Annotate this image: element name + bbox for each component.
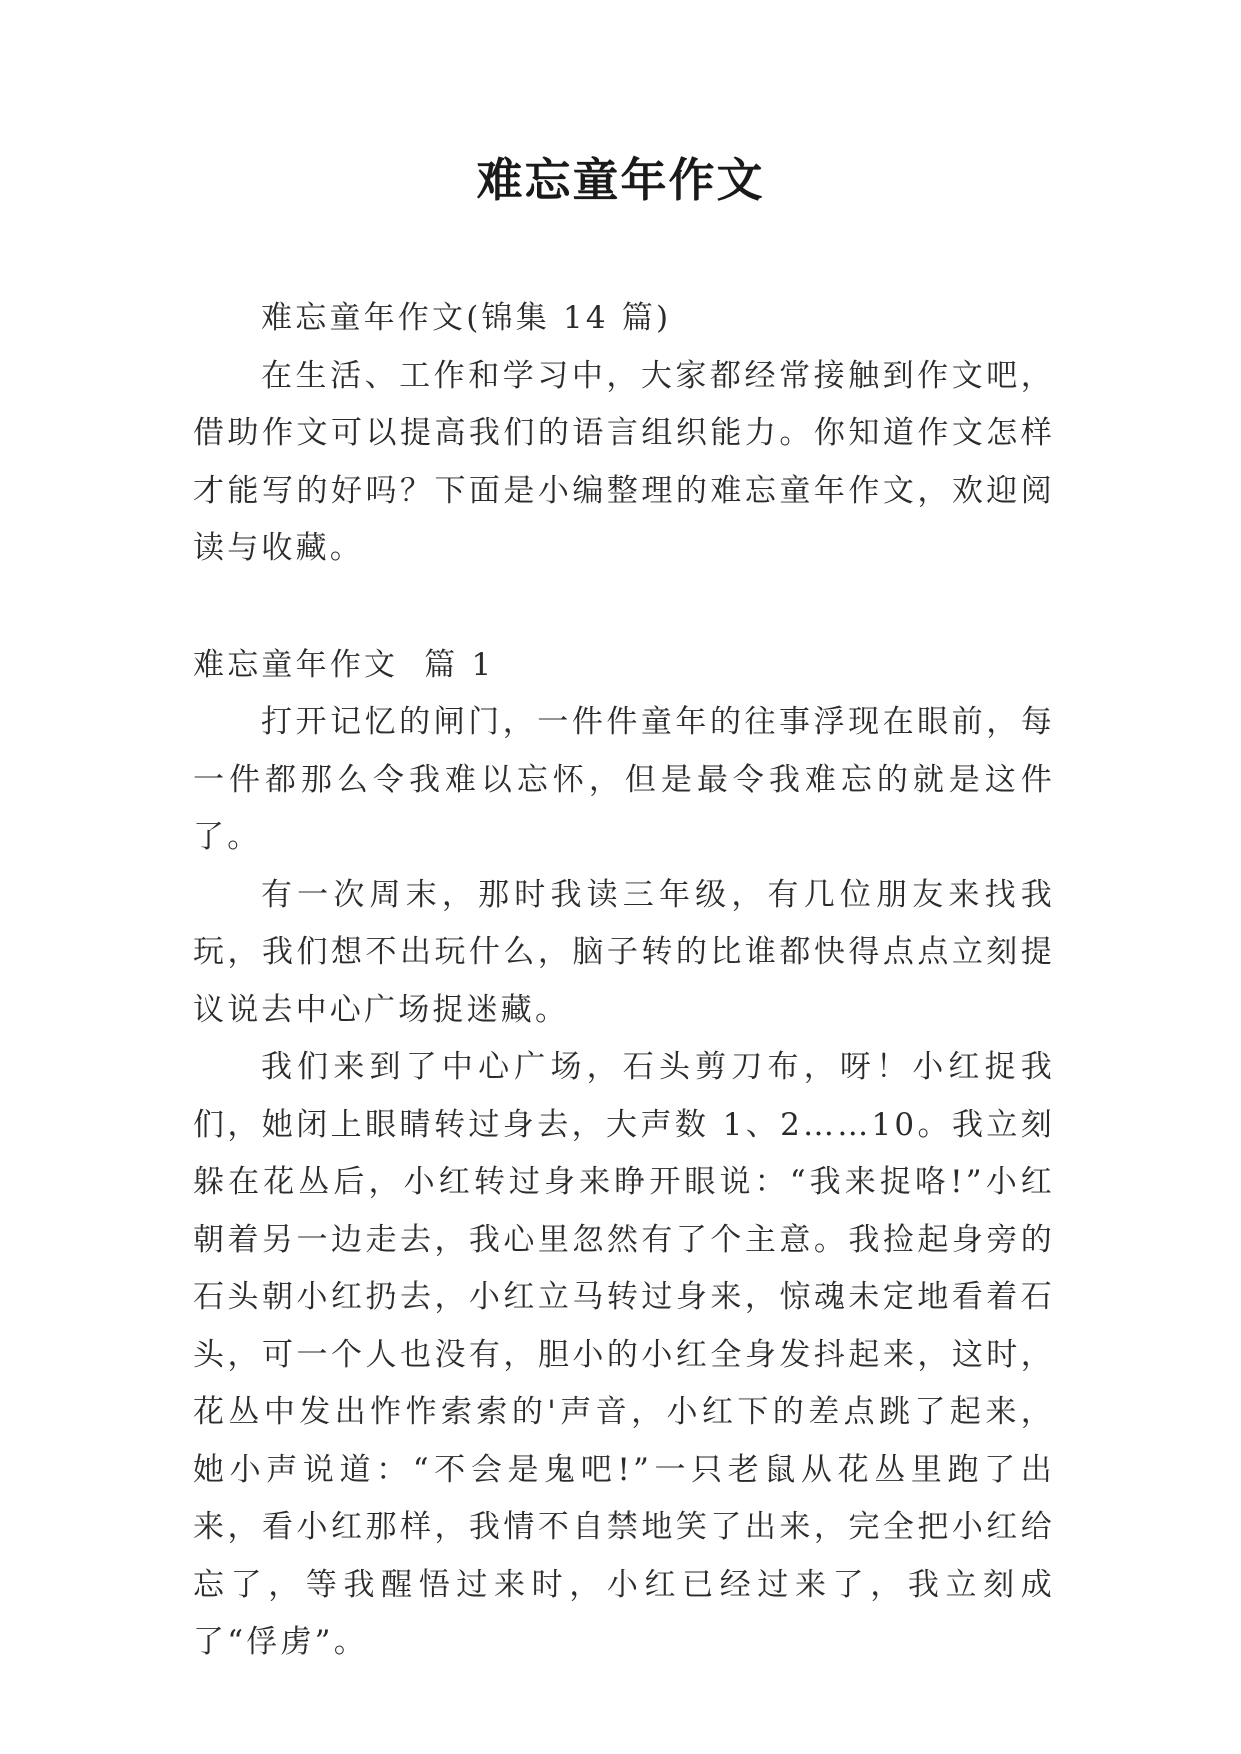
body-paragraph: 我们来到了中心广场，石头剪刀布，呀！小红捉我们，她闭上眼睛转过身去，大声数 1、2……10。我立刻躲在花丛后，小红转过身来睁开眼说：“我来捉咯!”小红朝着另一边走去，我心里忽然有了个主意。我捡起身旁的石头朝小红扔去，小红立马转过身来，惊魂未定地看着石头，可一个人也没有，胆小的小红全身发抖起来，这时，花丛中发出怍怍索索的'声音，小红下的差点跳了起来，她小声说道：“不会是鬼吧!”一只老鼠从花丛里跑了出来，看小红那样，我情不自禁地笑了出来，完全把小红给忘了，等我醒悟过来时，小红已经过来了，我立刻成了“俘虏”。	[193, 1049, 1055, 1660]
document-body	[193, 290, 1055, 1672]
section-spacer	[193, 578, 1055, 637]
collection-subtitle: 难忘童年作文(锦集 14 篇)	[261, 300, 672, 336]
body-paragraph: 有一次周末，那时我读三年级，有几位朋友来找我玩，我们想不出玩什么，脑子转的比谁都快得点点立刻提议说去中心广场捉迷藏。	[193, 876, 1055, 1028]
body-paragraph: 打开记忆的闸门，一件件童年的往事浮现在眼前，每一件都那么令我难以忘怀，但是最令我难忘的就是这件了。	[193, 704, 1055, 855]
document-title: 难忘童年作文	[476, 153, 765, 207]
intro-paragraph: 在生活、工作和学习中，大家都经常接触到作文吧，借助作文可以提高我们的语言组织能力。你知道作文怎样才能写的好吗？下面是小编整理的难忘童年作文，欢迎阅读与收藏。	[193, 357, 1055, 566]
section-heading: 难忘童年作文 篇 1	[193, 646, 495, 683]
